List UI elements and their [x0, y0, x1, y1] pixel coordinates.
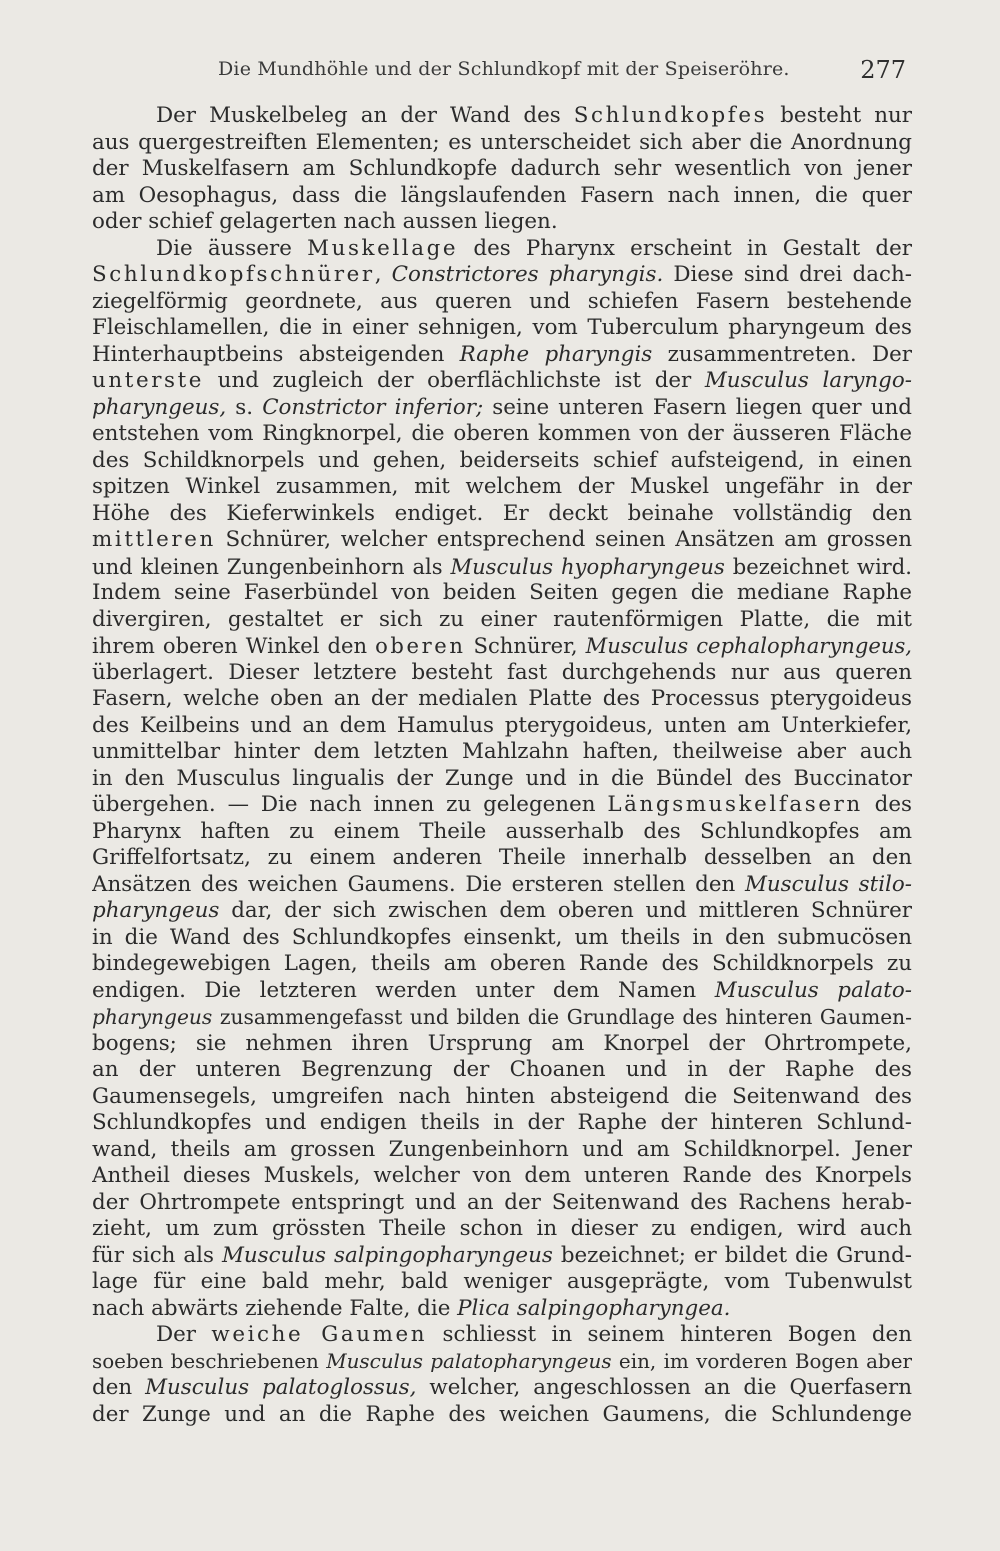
text-line: [92, 1402, 912, 1429]
spaced-term: Längsmuskelfasern: [607, 792, 863, 817]
italic-term: Constrictores pharyngis.: [391, 262, 664, 287]
text-segment: entstehen vom Ringknorpel, die oberen kommen von der äusseren Fläche: [92, 421, 912, 446]
text-line: [92, 236, 912, 263]
text-segment: besteht nur: [767, 103, 912, 128]
spaced-term: unterste: [92, 368, 205, 393]
text-line: [92, 421, 912, 448]
running-header: [90, 56, 910, 86]
text-segment: übergehen. — Die nach innen zu gelegenen: [92, 792, 608, 817]
text-line: [92, 1137, 912, 1164]
text-line: [92, 766, 912, 793]
text-segment: am Oesophagus, dass die längslaufenden Fasern nach innen, die quer: [92, 182, 912, 208]
italic-term: pharyngeus,: [92, 394, 227, 420]
italic-term: Constrictor inferior;: [262, 394, 484, 420]
text-segment: Ansätzen des weichen Gaumens. Die ersteren stellen den: [92, 871, 745, 897]
text-line: [92, 262, 912, 289]
text-segment: bindegewebigen Lagen, theils am oberen Rande des Schildknorpels zu: [92, 951, 912, 976]
text-segment: dar, der sich zwischen dem oberen und mittleren Schnürer: [219, 898, 912, 923]
text-segment: in die Wand des Schlundkopfes einsenkt, um theils in den submucösen: [92, 924, 912, 950]
text-segment: in den Musculus lingualis der Zunge und in die Bündel des Buccinator: [92, 765, 912, 791]
text-segment: Die äussere: [156, 235, 308, 261]
text-segment: der Muskelfasern am Schlundkopfe dadurch sehr wesentlich von jener: [92, 156, 912, 181]
text-line: [92, 448, 912, 475]
italic-term: Musculus laryngo-: [704, 368, 912, 393]
text-segment: seine unteren Fasern liegen quer und: [483, 394, 912, 420]
text-segment: Gaumensegels, umgreifen nach hinten absteigend die Seitenwand des: [92, 1083, 912, 1109]
text-segment: zusammengefasst und bilden die Grundlage des hinteren Gaumen-: [212, 1005, 912, 1029]
text-line: [92, 845, 912, 872]
text-segment: Der Muskelbeleg an der Wand des: [156, 103, 574, 128]
spaced-term: Muskellage: [307, 235, 459, 261]
text-line: [92, 607, 912, 634]
text-line: [92, 368, 912, 395]
text-segment: ,: [374, 262, 392, 287]
text-line: [92, 739, 912, 766]
text-segment: Griffelfortsatz, zu einem anderen Theile innerhalb desselben an den: [92, 845, 912, 870]
italic-term: Musculus hyopharyngeus: [450, 553, 725, 579]
text-segment: bezeichnet; er bildet die Grund-: [552, 1242, 912, 1268]
text-line: [92, 1269, 912, 1296]
text-line: [92, 819, 912, 846]
text-line: [92, 474, 912, 501]
text-segment: Schnürer,: [465, 633, 586, 658]
spaced-term: weiche Gaumen: [211, 1322, 428, 1347]
text-segment: Höhe des Kieferwinkels endiget. Er deckt beinahe vollständig den: [92, 500, 912, 526]
text-line: [92, 1004, 912, 1031]
italic-term: Raphe pharyngis: [459, 341, 653, 367]
text-segment: ein, im vorderen Bogen aber: [611, 1349, 912, 1373]
text-line: [92, 1110, 912, 1137]
text-line: [92, 315, 912, 342]
text-line: [92, 1375, 912, 1402]
italic-term: Musculus cephalopharyngeus,: [585, 633, 912, 658]
text-line: [92, 395, 912, 422]
spaced-term: Schlundkopfes: [573, 103, 768, 128]
spaced-term: oberen: [375, 633, 466, 658]
text-line: [92, 1322, 912, 1349]
text-line: [92, 1349, 912, 1376]
text-line: [92, 156, 912, 183]
text-segment: Fleischlamellen, die in einer sehnigen, vom Tuberculum pharyngeum des: [92, 315, 912, 340]
text-line: [92, 1031, 912, 1058]
text-segment: Diese sind drei dach-: [663, 262, 912, 287]
text-line: [92, 209, 912, 236]
italic-term: Musculus salpingopharyngeus: [221, 1242, 553, 1268]
text-line: [92, 342, 912, 369]
text-segment: zusammentreten. Der: [652, 341, 912, 367]
text-segment: an der unteren Begrenzung der Choanen und in der Raphe des: [92, 1057, 912, 1082]
text-segment: der Ohrtrompete entspringt und an der Seitenwand des Rachens herab-: [92, 1189, 912, 1215]
text-segment: lage für eine bald mehr, bald weniger ausgeprägte, vom Tubenwulst: [92, 1269, 912, 1294]
text-line: [92, 501, 912, 528]
text-line: [92, 978, 912, 1005]
text-segment: nach abwärts ziehende Falte, die: [92, 1295, 458, 1321]
text-segment: der Zunge und an die Raphe des weichen Gaumens, die Schlundenge: [92, 1401, 912, 1427]
text-segment: ihrem oberen Winkel den: [92, 633, 376, 658]
text-line: [92, 792, 912, 819]
text-line: [92, 713, 912, 740]
text-line: [92, 872, 912, 899]
text-segment: welcher, angeschlossen an die Querfasern: [416, 1375, 912, 1400]
text-segment: Schnürer, welcher entsprechend seinen Ansätzen am grossen: [215, 527, 912, 552]
text-segment: bezeichnet wird.: [724, 553, 912, 579]
text-line: [92, 103, 912, 130]
text-line: [92, 898, 912, 925]
text-segment: Schlundkopfes und endigen theils in der Raphe der hinteren Schlund-: [92, 1110, 912, 1135]
spaced-term: mittleren: [92, 527, 216, 552]
text-line: [92, 527, 912, 554]
text-segment: ziegelförmig geordnete, aus queren und schiefen Fasern bestehende: [92, 288, 912, 314]
italic-term: Musculus palato-: [714, 977, 912, 1003]
text-segment: Fasern, welche oben an der medialen Platte des Processus pterygoideus: [92, 686, 912, 711]
text-line: [92, 580, 912, 607]
text-segment: überlagert. Dieser letztere besteht fast durchgehends nur aus queren: [92, 659, 912, 685]
text-segment: für sich als: [92, 1242, 222, 1268]
text-segment: oder schief gelagerten nach aussen liegen.: [92, 209, 558, 234]
page-number: 277: [860, 56, 906, 84]
italic-term: pharyngeus: [92, 898, 220, 923]
text-segment: aus quergestreiften Elementen; es unterscheidet sich aber die Anordnung: [92, 129, 912, 155]
text-segment: zieht, um zum grössten Theile schon in dieser zu endigen, wird auch: [92, 1216, 912, 1241]
text-segment: des Pharynx erscheint in Gestalt der: [458, 235, 912, 261]
text-segment: divergiren, gestaltet er sich zu einer rautenförmigen Platte, die mit: [92, 606, 912, 632]
text-line: [92, 925, 912, 952]
text-segment: Pharynx haften zu einem Theile ausserhalb des Schlundkopfes am: [92, 818, 912, 844]
italic-term: Musculus stilo-: [744, 871, 912, 897]
text-segment: und kleinen Zungenbeinhorn als: [92, 553, 451, 579]
text-line: [92, 1216, 912, 1243]
italic-term: Plica salpingopharyngea.: [457, 1295, 731, 1321]
running-title: Die Mundhöhle und der Schlundkopf mit der Speiseröhre.: [218, 58, 790, 80]
text-line: [92, 660, 912, 687]
text-line: [92, 1243, 912, 1270]
text-segment: und zugleich der oberflächlichste ist der: [204, 368, 705, 393]
text-segment: spitzen Winkel zusammen, mit welchem der Muskel ungefähr in der: [92, 474, 912, 499]
text-line: [92, 1084, 912, 1111]
text-line: [92, 1057, 912, 1084]
text-segment: schliesst in seinem hinteren Bogen den: [427, 1322, 912, 1347]
text-line: [92, 951, 912, 978]
text-line: [92, 554, 912, 581]
italic-term: Musculus palatopharyngeus: [326, 1349, 612, 1373]
text-segment: s.: [226, 394, 263, 420]
italic-term: pharyngeus: [92, 1005, 213, 1029]
text-line: [92, 1296, 912, 1323]
text-segment: Der: [156, 1322, 212, 1347]
text-line: [92, 686, 912, 713]
text-segment: soeben beschriebenen: [92, 1349, 327, 1373]
text-segment: des Keilbeins und an dem Hamulus pterygoideus, unten am Unterkiefer,: [92, 712, 912, 738]
text-segment: des: [862, 792, 912, 817]
text-segment: den: [92, 1375, 146, 1400]
italic-term: Musculus palatoglossus,: [145, 1375, 417, 1400]
text-line: [92, 633, 912, 660]
body-text: [92, 103, 912, 1428]
text-segment: Indem seine Faserbündel von beiden Seiten gegen die mediane Raphe: [92, 580, 912, 605]
spaced-term: Schlundkopfschnürer: [92, 262, 375, 287]
text-line: [92, 1163, 912, 1190]
text-segment: unmittelbar hinter dem letzten Mahlzahn haften, theilweise aber auch: [92, 739, 912, 764]
text-segment: wand, theils am grossen Zungenbeinhorn und am Schildknorpel. Jener: [92, 1136, 912, 1162]
text-segment: des Schildknorpels und gehen, beiderseits schief aufsteigend, in einen: [92, 447, 912, 473]
text-line: [92, 130, 912, 157]
text-segment: endigen. Die letzteren werden unter dem Namen: [92, 977, 715, 1003]
text-segment: Antheil dieses Muskels, welcher von dem unteren Rande des Knorpels: [92, 1163, 912, 1188]
text-line: [92, 1190, 912, 1217]
text-segment: bogens; sie nehmen ihren Ursprung am Knorpel der Ohrtrompete,: [92, 1030, 912, 1056]
text-line: [92, 289, 912, 316]
text-line: [92, 183, 912, 210]
text-segment: Hinterhauptbeins absteigenden: [92, 341, 460, 367]
